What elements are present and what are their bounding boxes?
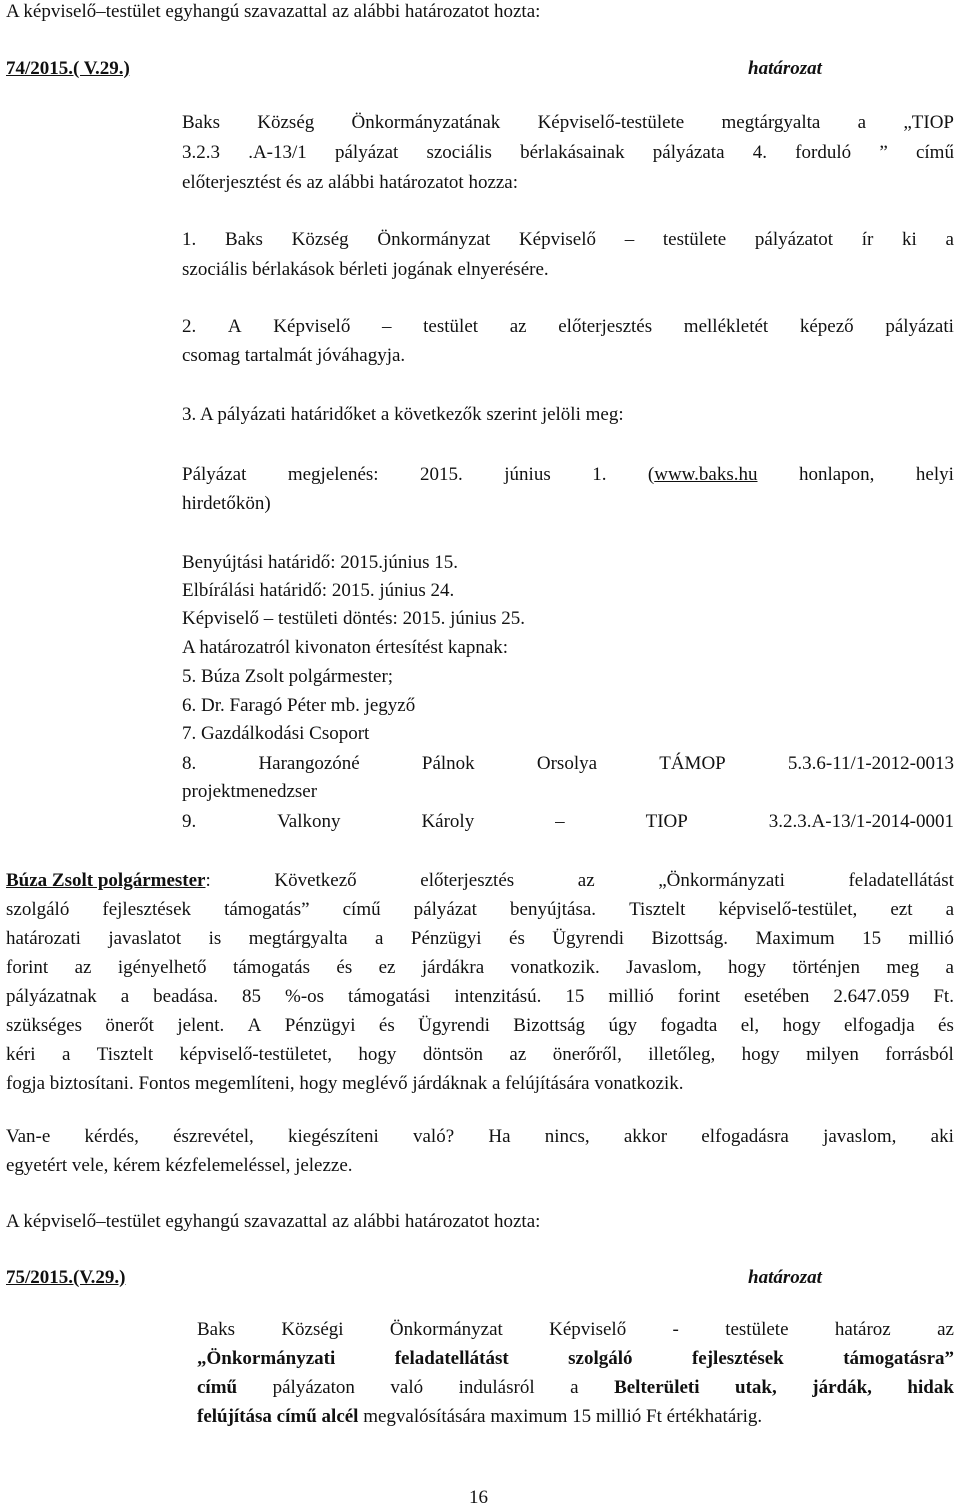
speech-line [6,927,954,951]
resolution-paragraph-line: előterjesztést és az alábbi határozatot hozza: [182,172,519,193]
publication-word: Pályázat [182,464,247,485]
word: képviselő-testületet, [179,1044,333,1065]
word: előterjesztés [558,316,653,337]
word: Képviselő [273,316,351,337]
word: milyen [806,1044,859,1065]
word: 3.2.3 [182,142,220,163]
word: Javaslom, [626,957,702,978]
word: %-os [285,986,325,1007]
word: ezt [890,899,913,920]
resolution-number: 74/2015.( V.29.) [6,58,130,79]
word: testület [423,316,479,337]
word: való? [412,1126,455,1147]
word: történjen [792,957,860,978]
word: 2. [182,316,197,337]
word: vonatkozik. [510,957,600,978]
word: szolgáló [568,1348,633,1369]
word: 4. [752,142,767,163]
word: elfogadásra [701,1126,789,1147]
word: Tisztelt [629,899,686,920]
word: Képviselő [549,1319,627,1340]
word: Képviselő [518,229,596,250]
word: 85 [242,986,262,1007]
word: kéri [6,1044,36,1065]
recipient-item: 7. Gazdálkodási Csoport [182,723,370,744]
speech-word: előterjesztés [420,870,515,891]
word: Károly [421,811,475,832]
word: testülete [725,1319,789,1340]
word: önerőt [105,1015,154,1036]
word: szociális [426,142,492,163]
word: pályázatnak [6,986,97,1007]
word: kérdés, [84,1126,139,1147]
resolution-item-2 [182,315,954,339]
question-line [6,1125,954,1149]
resolution-paragraph-line [182,141,954,165]
word: Ha [488,1126,511,1147]
resolution-bold-phrase: felújítása című alcél [197,1406,359,1427]
word: Ügyrendi [552,928,625,949]
word: pályázata [652,142,725,163]
publication-line [182,463,954,487]
word: és [336,957,353,978]
word: jelent. [177,1015,225,1036]
word: fejlesztések [691,1348,784,1369]
word: Harangozóné [258,753,360,774]
word: ” [879,142,888,163]
word: Községi [281,1319,344,1340]
board-decision-date: Képviselő – testületi döntés: 2015. június 25. [182,608,526,629]
resolution-label: határozat [748,1267,822,1288]
word: illetőleg, [648,1044,716,1065]
word: és [938,1015,954,1036]
notification-heading: A határozatról kivonaton értesítést kapnak: [182,637,509,658]
resolution-word: indulásról [458,1377,535,1398]
word: észrevétel, [173,1126,254,1147]
word: Van-e [6,1126,51,1147]
word: Ügyrendi [418,1015,490,1036]
word: „TIOP [903,112,954,133]
word: - [672,1319,679,1340]
decision-intro: A képviselő–testület egyhangú szavazattal az alábbi határozatot hozta: [6,1211,541,1232]
word: támogatási [348,986,431,1007]
resolution-word: utak, [735,1377,777,1398]
resolution-word: című [197,1377,238,1398]
word: képező [799,316,854,337]
recipient-item-cont: projektmenedzser [182,781,318,802]
word: forrásból [885,1044,954,1065]
word: nincs, [544,1126,590,1147]
word: forint [677,986,720,1007]
recipient-item: 6. Dr. Faragó Péter mb. jegyző [182,695,416,716]
word: szolgáló [6,899,70,920]
speech-line-last: fogja biztosítani. Fontos megemlíteni, hogy meglévő járdáknak a felújítására vonatkozik. [6,1073,684,1094]
word: 5.3.6-11/1-2012-0013 [787,753,954,774]
word: feladatellátást [394,1348,509,1369]
word: az [937,1319,954,1340]
word: című [342,899,381,920]
word: című [915,142,954,163]
speech-word: „Önkormányzati [658,870,785,891]
word: TÁMOP [659,753,726,774]
word: javaslatot [108,928,182,949]
word: az [509,316,527,337]
word: 15 [565,986,585,1007]
word: aki [930,1126,954,1147]
word: az [74,957,92,978]
publication-word: megjelenés: [287,464,379,485]
resolution-word: való [390,1377,424,1398]
resolution-word: járdák, [812,1377,872,1398]
word: millió [908,928,954,949]
recipient-item [182,752,954,776]
word: Pénzügyi [410,928,482,949]
word: – [555,811,565,832]
word: ez [378,957,396,978]
word: és [509,928,525,949]
speech-line [6,898,954,922]
word: Maximum [755,928,835,949]
word: ki [902,229,917,250]
question-line-last: egyetért vele, kérem kézfelemeléssel, jelezze. [6,1155,353,1176]
word: TIOP [645,811,688,832]
word: 15 [862,928,882,949]
word: az [509,1044,527,1065]
word: Valkony [277,811,341,832]
word: pályázati [885,316,954,337]
word: A [247,1015,262,1036]
word: javaslom, [823,1126,897,1147]
word: hogy [728,957,767,978]
word: Község [257,112,315,133]
speech-line [6,1043,954,1067]
word: a [120,986,130,1007]
publication-word: ( [647,464,655,485]
word: szükséges [6,1015,82,1036]
speech-line [6,869,954,893]
word: intenzitású. [454,986,542,1007]
word: benyújtása. [510,899,597,920]
word: Tisztelt [96,1044,154,1065]
resolution-item-3: 3. A pályázati határidőket a következők szerint jelöli meg: [182,404,624,425]
word: millió [608,986,654,1007]
word: képviselő-testület, [718,899,858,920]
word: Ft. [933,986,954,1007]
resolution-number: 75/2015.(V.29.) [6,1267,126,1288]
word: ír [861,229,874,250]
speech-word: feladatellátást [848,870,954,891]
evaluation-deadline: Elbírálási határidő: 2015. június 24. [182,580,455,601]
word: el, [740,1015,760,1036]
resolution-paragraph-line [182,111,954,135]
resolution-word: hidak [907,1377,954,1398]
word: Pénzügyi [284,1015,356,1036]
word: bérlakásainak [520,142,625,163]
resolution-item-1-cont: szociális bérlakások bérleti jogának elnyerésére. [182,259,549,280]
recipient-item [182,810,954,834]
word: a [945,957,954,978]
publication-word: június [504,464,551,485]
word: határozati [6,928,81,949]
word: A [227,316,242,337]
word: Önkormányzat [377,229,491,250]
word: megtárgyalta [248,928,348,949]
word: testülete [662,229,727,250]
word: Bizottság. [651,928,729,949]
word: – [624,229,635,250]
word: igényelhető [117,957,207,978]
word: Orsolya [536,753,598,774]
publication-word: 2015. [420,464,463,485]
word: pályázatot [754,229,833,250]
speaker-colon: : [205,870,211,891]
word: határoz [834,1319,891,1340]
resolution-text-line [197,1376,954,1400]
word: 1. [182,229,197,250]
speech-line [6,1014,954,1038]
word: és [378,1015,395,1036]
word: járdákra [421,957,485,978]
word: hogy [741,1044,780,1065]
word: forduló [795,142,852,163]
resolution-word: Belterületi [614,1377,700,1398]
word: támogatás [232,957,310,978]
word: elfogadja [843,1015,915,1036]
speech-word: az [577,870,595,891]
word: – [382,316,392,337]
word: a [945,229,954,250]
resolution-text-line [197,1405,762,1429]
word: .A-13/1 [248,142,307,163]
page-number: 16 [469,1487,488,1508]
publication-word: honlapon, [798,464,875,485]
website-link[interactable]: www.baks.hu [654,464,758,485]
publication-word: 1. [592,464,607,485]
word: fogadta [660,1015,718,1036]
word: Bizottság [513,1015,586,1036]
resolution-text-line [197,1347,954,1371]
resolution-word: a [570,1377,579,1398]
word: akkor [623,1126,668,1147]
word: Baks [197,1319,235,1340]
recipient-item: 5. Búza Zsolt polgármester; [182,666,394,687]
word: döntsön [422,1044,484,1065]
word: 8. [182,753,197,774]
word: Baks [224,229,263,250]
resolution-word: pályázaton [272,1377,355,1398]
word: 3.2.3.A-13/1-2014-0001 [768,811,954,832]
word: a [375,928,384,949]
word: Önkormányzat [389,1319,503,1340]
word: támogatás” [224,899,310,920]
word: hogy [358,1044,397,1065]
speech-word: Következő [274,870,357,891]
word: pályázat [334,142,399,163]
word: megtárgyalta [721,112,821,133]
word: Képviselő-testülete [537,112,685,133]
word: 9. [182,811,197,832]
word: támogatásra” [843,1348,954,1369]
word: beadása. [153,986,219,1007]
resolution-item-2-cont: csomag tartalmát jóváhagyja. [182,345,406,366]
word: is [208,928,222,949]
publication-line-cont: hirdetőkön) [182,493,271,514]
publication-word: helyi [915,464,954,485]
word: kiegészíteni [288,1126,379,1147]
speech-line [6,985,954,1009]
speech-line [6,956,954,980]
resolution-item-1 [182,228,954,252]
word: úgy [608,1015,637,1036]
word: Baks [182,112,220,133]
word: esetében [743,986,810,1007]
decision-intro: A képviselő–testület egyhangú szavazattal az alábbi határozatot hozta: [6,1,541,22]
word: a [61,1044,71,1065]
word: mellékletét [683,316,769,337]
resolution-phrase: megvalósítására maximum 15 millió Ft értékhatárig. [358,1406,763,1427]
word: a [945,899,954,920]
word: Község [291,229,349,250]
word: önerőről, [552,1044,622,1065]
word: fejlesztések [102,899,192,920]
word: pályázat [413,899,477,920]
resolution-text-line [197,1318,954,1342]
word: „Önkormányzati [197,1348,336,1369]
word: meg [886,957,920,978]
word: Pálnok [421,753,475,774]
word: Önkormányzatának [351,112,501,133]
word: a [857,112,867,133]
word: 2.647.059 [833,986,910,1007]
resolution-label: határozat [748,58,822,79]
word: hogy [782,1015,821,1036]
speaker-name: Búza Zsolt polgármester [6,870,206,891]
word: forint [6,957,49,978]
submission-deadline: Benyújtási határidő: 2015.június 15. [182,552,459,573]
